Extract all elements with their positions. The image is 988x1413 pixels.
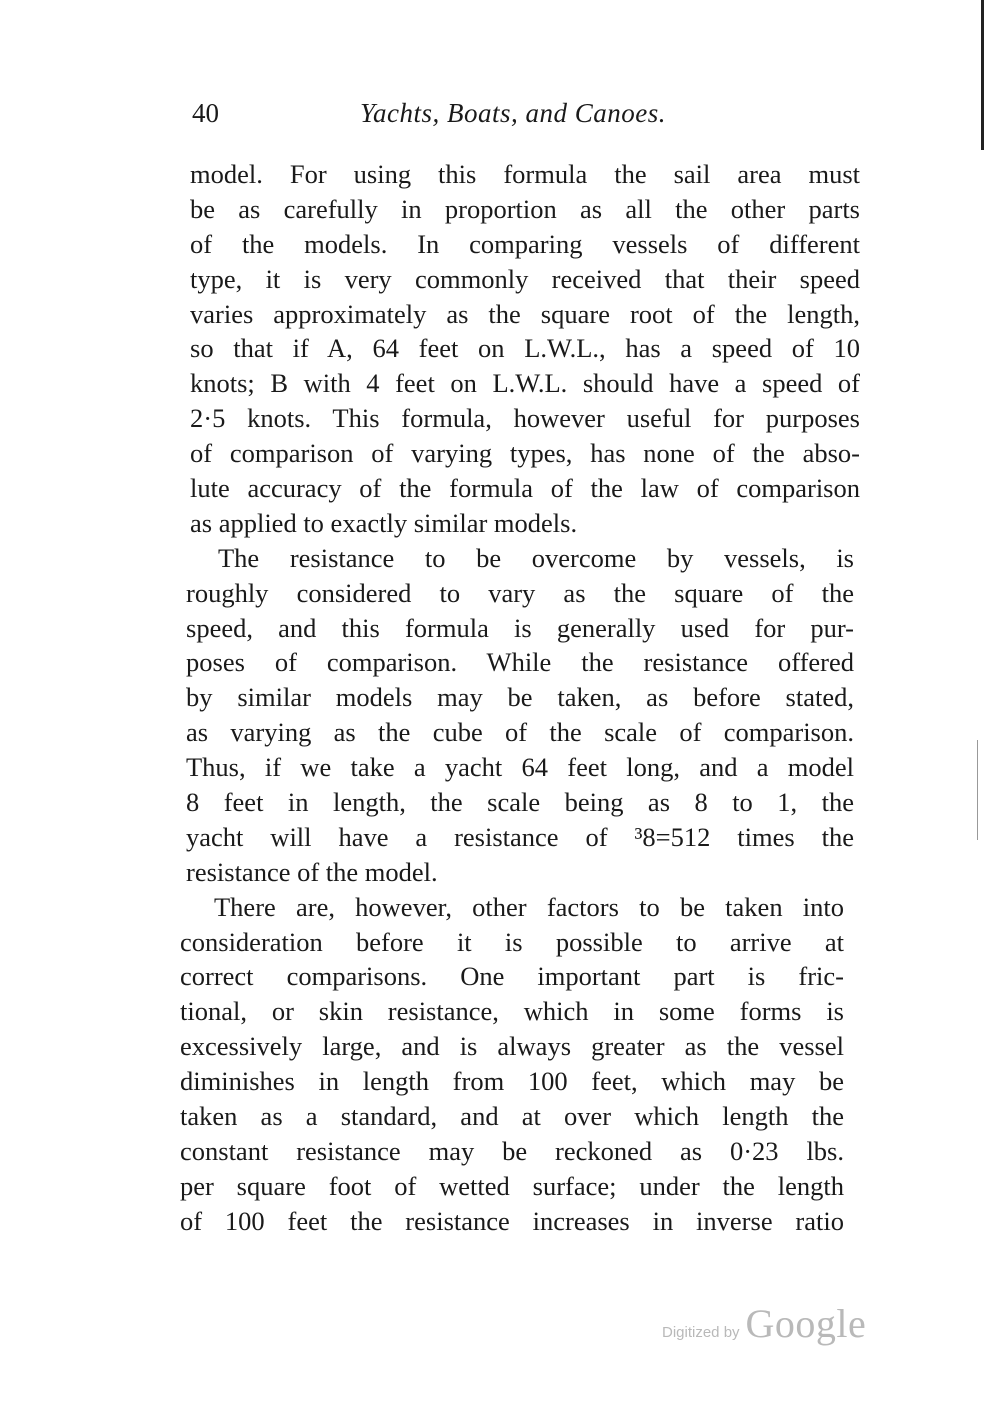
text-line: of comparison of varying types, has none of the abso- <box>190 438 860 469</box>
text-line: per square foot of wetted surface; under the length <box>180 1170 844 1201</box>
paragraph-3 <box>180 890 844 1239</box>
text-line: constant resistance may be reckoned as 0·23 lbs. <box>180 1135 844 1166</box>
text-line: yacht will have a resistance of ³8=512 times the <box>186 821 854 852</box>
text-line: taken as a standard, and at over which length the <box>180 1101 844 1132</box>
text-line: lute accuracy of the formula of the law of comparison <box>190 473 860 504</box>
text-line: tional, or skin resistance, which in some forms is <box>180 996 844 1027</box>
text-line: Thus, if we take a yacht 64 feet long, and a model <box>186 752 854 783</box>
text-line: so that if A, 64 feet on L.W.L., has a speed of 10 <box>190 333 860 364</box>
text-line: model. For using this formula the sail area must <box>190 159 860 189</box>
text-line: 2·5 knots. This formula, however useful for purposes <box>190 403 860 434</box>
text-line: as applied to exactly similar models. <box>190 507 578 538</box>
text-line: excessively large, and is always greater as the vessel <box>180 1031 844 1062</box>
page-header <box>192 98 852 138</box>
digitized-by-google-watermark <box>662 1300 866 1350</box>
text-line: of the models. In comparing vessels of different <box>190 228 860 259</box>
page-edge-shadow <box>981 0 984 150</box>
text-line: There are, however, other factors to be taken into <box>214 891 844 922</box>
text-line: varies approximately as the square root of the length, <box>190 298 860 329</box>
text-line: as varying as the cube of the scale of comparison. <box>186 717 854 748</box>
page-edge-line <box>977 740 978 840</box>
running-title: Yachts, Boats, and Canoes. <box>360 98 667 128</box>
text-line: type, it is very commonly received that their speed <box>190 263 860 294</box>
text-line: The resistance to be overcome by vessels, is <box>218 542 854 573</box>
text-line: be as carefully in proportion as all the other parts <box>190 193 860 224</box>
google-logo-text: Google <box>745 1301 867 1346</box>
text-line: knots; B with 4 feet on L.W.L. should have a speed of <box>190 368 860 399</box>
text-line: roughly considered to vary as the square of the <box>186 577 854 608</box>
text-line: speed, and this formula is generally used for pur- <box>186 612 854 643</box>
text-line: diminishes in length from 100 feet, which may be <box>180 1066 844 1097</box>
digitized-label: Digitized by <box>662 1324 740 1341</box>
text-line: by similar models may be taken, as before stated, <box>186 682 854 713</box>
page-number: 40 <box>192 98 219 128</box>
text-line: resistance of the model. <box>186 856 438 887</box>
body-text <box>180 157 860 1239</box>
text-line: consideration before it is possible to arrive at <box>180 926 844 957</box>
text-line: 8 feet in length, the scale being as 8 to 1, the <box>186 787 854 818</box>
paragraph-2 <box>186 541 854 890</box>
text-line: poses of comparison. While the resistance offered <box>186 647 854 678</box>
paragraph-1 <box>190 157 860 541</box>
text-line: of 100 feet the resistance increases in inverse ratio <box>180 1205 844 1236</box>
text-line: correct comparisons. One important part is fric- <box>180 961 844 992</box>
